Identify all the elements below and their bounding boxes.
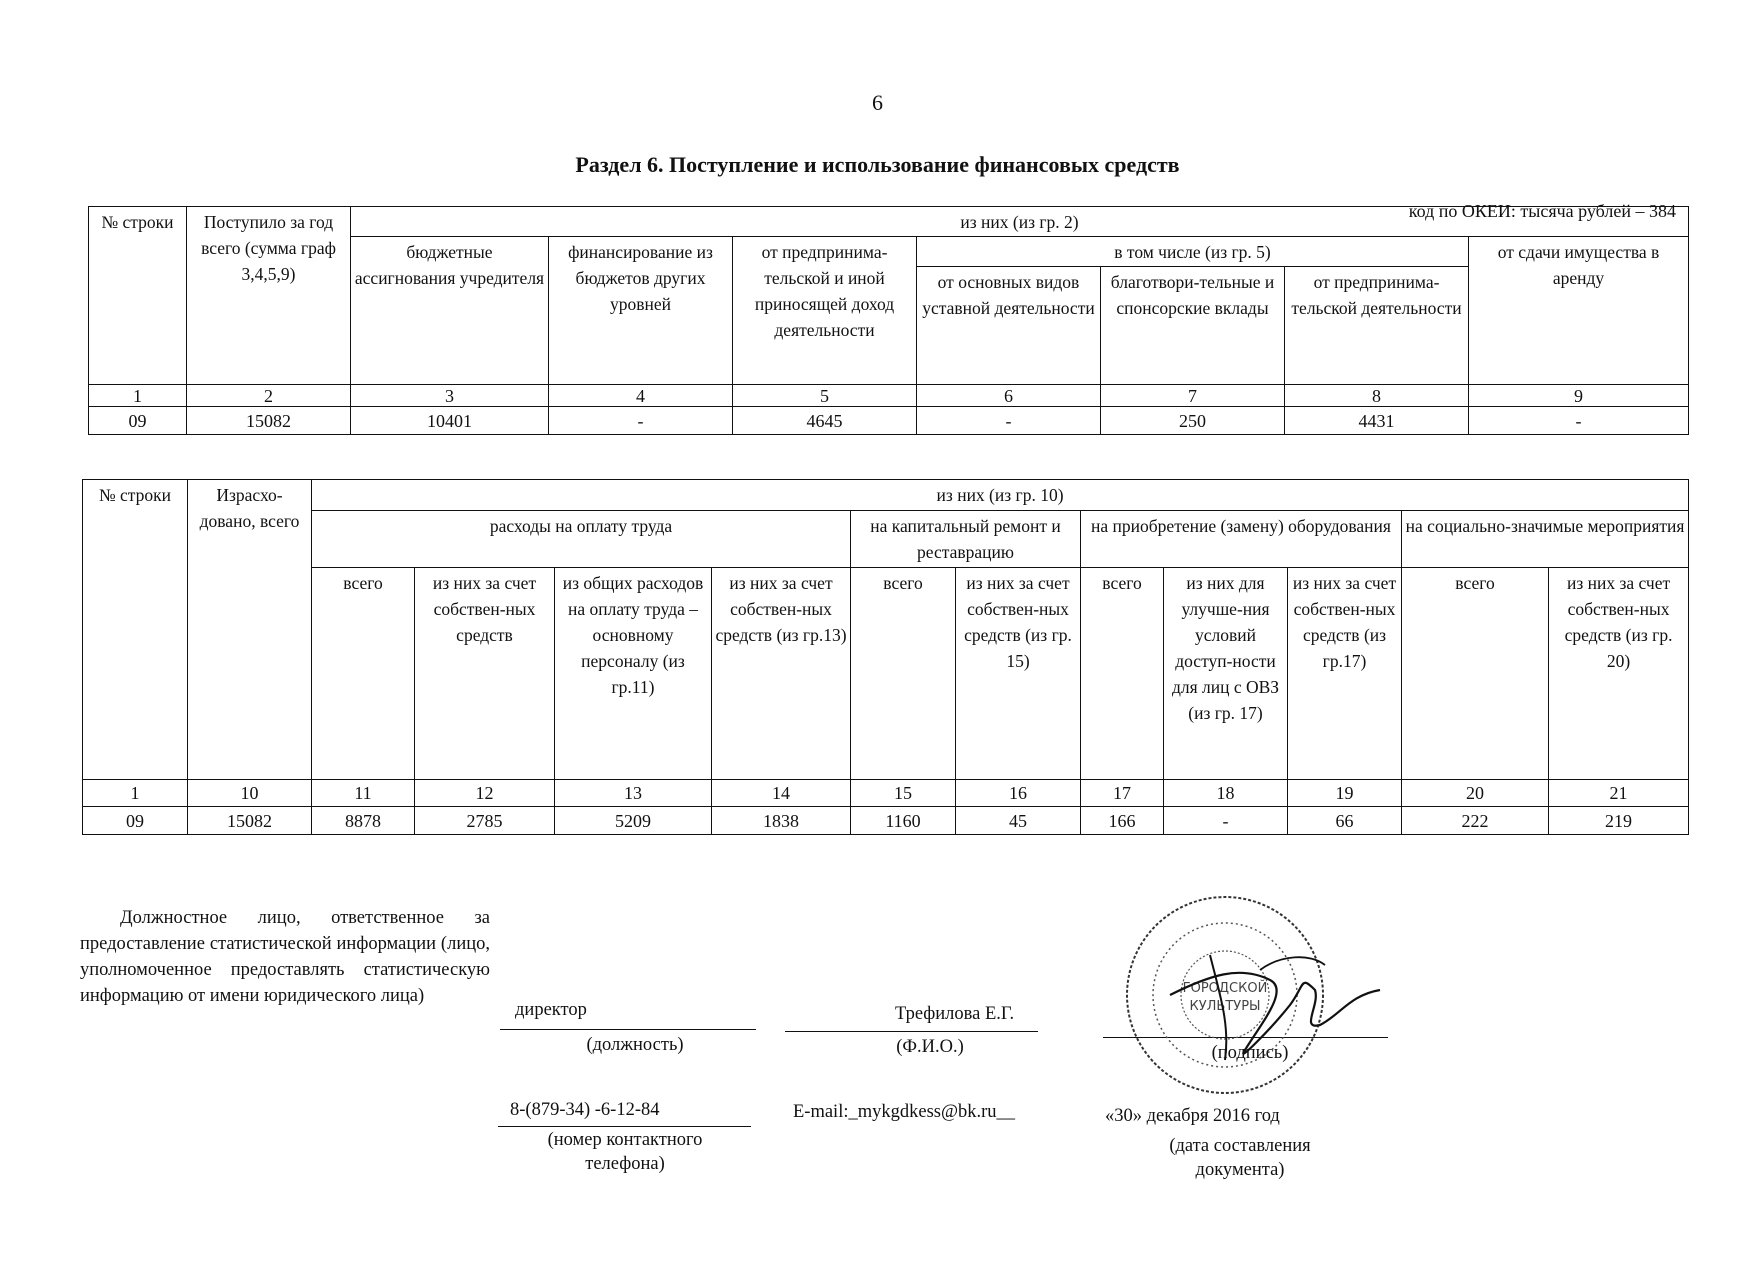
- t1-cell: -: [549, 407, 733, 435]
- t2-cell: 5209: [555, 807, 712, 835]
- t1-cell: 10401: [351, 407, 549, 435]
- t2-colnum: 15: [851, 780, 956, 807]
- t2-header-labor-total: всего: [312, 568, 415, 780]
- t2-header-social: на социально-значимые мероприятия: [1402, 511, 1689, 568]
- t2-colnum: 11: [312, 780, 415, 807]
- t2-cell: 2785: [415, 807, 555, 835]
- t2-colnum: 21: [1549, 780, 1689, 807]
- t2-header-social-total: всего: [1402, 568, 1549, 780]
- t2-cell: 1160: [851, 807, 956, 835]
- position-value: директор: [515, 1000, 587, 1020]
- t2-cell: 09: [83, 807, 188, 835]
- date-caption: (дата составления документа): [1169, 1136, 1311, 1180]
- t2-header-equipment-ovz: из них для улучше-ния условий доступ-ности для лиц с ОВЗ (из гр. 17): [1164, 568, 1288, 780]
- t1-cell: 4645: [733, 407, 917, 435]
- t2-cell: 222: [1402, 807, 1549, 835]
- t2-cell: 15082: [188, 807, 312, 835]
- t2-column-numbers-row: [83, 780, 1689, 807]
- t2-colnum: 18: [1164, 780, 1288, 807]
- t1-cell: 250: [1101, 407, 1285, 435]
- t2-cell: 1838: [712, 807, 851, 835]
- t1-data-row: [89, 407, 1689, 435]
- t2-cell: 166: [1081, 807, 1164, 835]
- position-underline: [500, 1029, 756, 1030]
- t2-cell: 8878: [312, 807, 415, 835]
- t2-header-row-no: № строки: [83, 480, 188, 780]
- t2-colnum: 12: [415, 780, 555, 807]
- phone-value: 8-(879-34) -6-12-84: [510, 1100, 660, 1120]
- t1-colnum: 7: [1101, 385, 1285, 407]
- phone-underline: [498, 1126, 751, 1127]
- t2-colnum: 16: [956, 780, 1081, 807]
- t2-header-labor: расходы на оплату труда: [312, 511, 851, 568]
- t2-colnum: 1: [83, 780, 188, 807]
- t1-header-business: от предпринима-тельской деятельности: [1285, 267, 1469, 385]
- date-value: «30» декабря 2016 год: [1105, 1106, 1280, 1126]
- t1-header-main: от основных видов уставной деятельности: [917, 267, 1101, 385]
- t1-colnum: 9: [1469, 385, 1689, 407]
- t1-cell: -: [917, 407, 1101, 435]
- t2-colnum: 17: [1081, 780, 1164, 807]
- t1-column-numbers-row: [89, 385, 1689, 407]
- t1-header-financing: финансирование из бюджетов других уровней: [549, 237, 733, 385]
- t1-header-entrepreneurial: от предпринима-тельской и иной приносящей доход деятельности: [733, 237, 917, 385]
- t1-colnum: 6: [917, 385, 1101, 407]
- expenditures-table: [82, 479, 1689, 835]
- t2-header-labor-main: из общих расходов на оплату труда – основному персоналу (из гр.11): [555, 568, 712, 780]
- t1-cell: 15082: [187, 407, 351, 435]
- t2-header-equipment-total: всего: [1081, 568, 1164, 780]
- t2-header-equipment-own: из них за счет собствен-ных средств (из гр.17): [1288, 568, 1402, 780]
- t1-colnum: 1: [89, 385, 187, 407]
- t1-colnum: 8: [1285, 385, 1469, 407]
- svg-text:ГОРОДСКОЙ: ГОРОДСКОЙ: [1182, 981, 1268, 996]
- t2-colnum: 13: [555, 780, 712, 807]
- t2-cell: 219: [1549, 807, 1689, 835]
- t2-data-row: [83, 807, 1689, 835]
- t1-cell: -: [1469, 407, 1689, 435]
- t2-header-labor-main-own: из них за счет собствен-ных средств (из гр.13): [712, 568, 851, 780]
- t2-header-capital: на капитальный ремонт и реставрацию: [851, 511, 1081, 568]
- t2-cell: -: [1164, 807, 1288, 835]
- t1-header-received: Поступило за год всего (сумма граф 3,4,5,9): [187, 207, 351, 385]
- t2-header-capital-total: всего: [851, 568, 956, 780]
- svg-text:КУЛЬТУРЫ: КУЛЬТУРЫ: [1189, 999, 1261, 1014]
- email-value: E-mail:_mykgdkess@bk.ru__: [793, 1102, 1016, 1122]
- name-underline: [785, 1031, 1038, 1032]
- receipts-table: [88, 206, 1689, 435]
- t2-cell: 45: [956, 807, 1081, 835]
- t1-colnum: 5: [733, 385, 917, 407]
- section-title: Раздел 6. Поступление и использование финансовых средств: [575, 152, 1180, 177]
- t2-header-spent: Израсхо-довано, всего: [188, 480, 312, 780]
- t2-cell: 66: [1288, 807, 1402, 835]
- t1-cell: 4431: [1285, 407, 1469, 435]
- t1-cell: 09: [89, 407, 187, 435]
- position-caption: (должность): [586, 1035, 684, 1055]
- t1-colnum: 3: [351, 385, 549, 407]
- name-caption: (Ф.И.О.): [896, 1037, 964, 1057]
- t1-header-charity: благотвори-тельные и спонсорские вклады: [1101, 267, 1285, 385]
- t2-header-capital-own: из них за счет собствен-ных средств (из гр. 15): [956, 568, 1081, 780]
- t2-header-of-them: из них (из гр. 10): [312, 480, 1689, 511]
- signature-caption: (подпись): [1211, 1043, 1289, 1063]
- t2-header-equipment: на приобретение (замену) оборудования: [1081, 511, 1402, 568]
- t2-colnum: 20: [1402, 780, 1549, 807]
- phone-caption: (номер контактного телефона): [547, 1130, 703, 1174]
- t2-header-labor-own: из них за счет собствен-ных средств: [415, 568, 555, 780]
- t1-header-including: в том числе (из гр. 5): [917, 237, 1469, 267]
- t1-header-row-no: № строки: [89, 207, 187, 385]
- responsible-person-label: Должностное лицо, ответственное за предоставление статистической информации (лицо, уполномоченное предоставлять статистическую информацию от имени юридического лица): [80, 908, 490, 1006]
- t2-colnum: 14: [712, 780, 851, 807]
- t1-header-rent: от сдачи имущества в аренду: [1469, 237, 1689, 385]
- responsible-person-text: [80, 905, 490, 1009]
- t1-colnum: 2: [187, 385, 351, 407]
- t1-header-budget: бюджетные ассигнования учредителя: [351, 237, 549, 385]
- t2-colnum: 19: [1288, 780, 1402, 807]
- okei-note: код по ОКЕИ: тысяча рублей – 384: [1408, 201, 1676, 221]
- t2-header-social-own: из них за счет собствен-ных средств (из гр. 20): [1549, 568, 1689, 780]
- t1-header-of-them: из них (из гр. 2): [351, 207, 1689, 237]
- signature-scribble: [1150, 935, 1400, 1075]
- t2-colnum: 10: [188, 780, 312, 807]
- t1-colnum: 4: [549, 385, 733, 407]
- page-number: 6: [872, 90, 883, 115]
- name-value: Трефилова Е.Г.: [895, 1004, 1015, 1024]
